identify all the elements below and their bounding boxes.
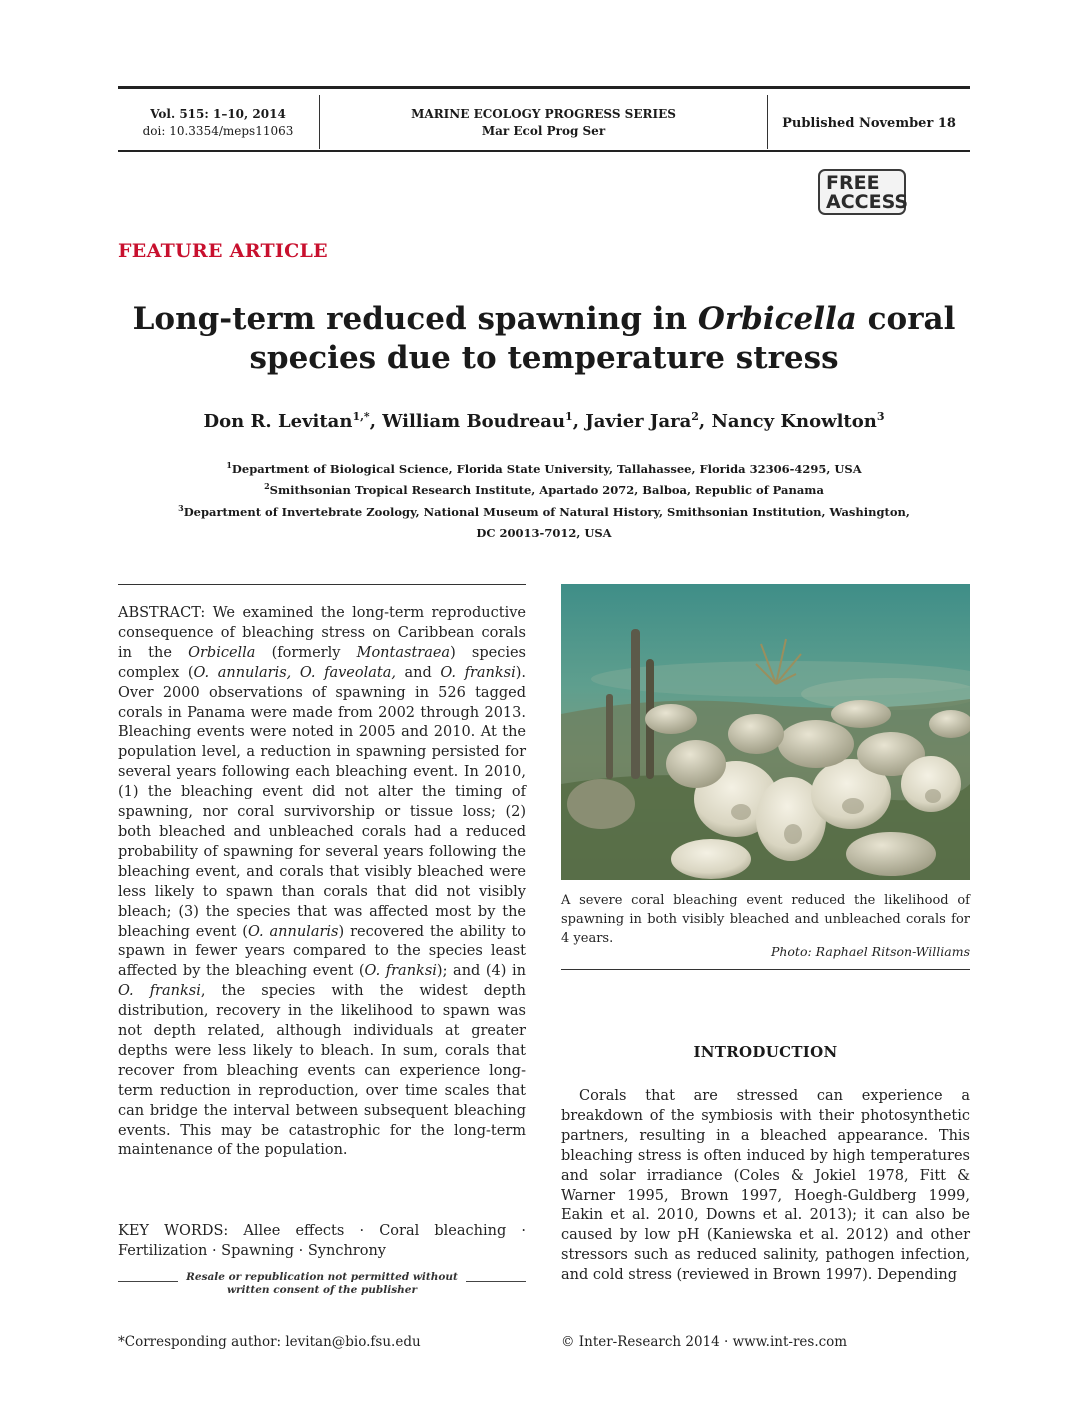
affiliation-1: $^1$Department of Biological Science, Florida State University, Tallahassee, Florida 32306-4295, USA bbox=[226, 460, 862, 476]
volume-info: Vol. 515: 1–10, 2014 bbox=[150, 107, 286, 121]
header-bottom-rule bbox=[118, 150, 970, 152]
resale-rule-right bbox=[466, 1281, 526, 1282]
introduction-heading: INTRODUCTION bbox=[693, 1043, 838, 1061]
badge-line-1: FREE bbox=[826, 172, 880, 194]
author-list: Don R. Levitan$^{1,*}$, William Boudreau$^1$, Javier Jara$^2$, Nancy Knowlton$^3$ bbox=[203, 410, 885, 432]
resale-rule-left bbox=[118, 1281, 178, 1282]
title-line-1: Long-term reduced spawning in Orbicella coral bbox=[132, 301, 956, 337]
doi[interactable]: doi: 10.3354/meps11063 bbox=[142, 124, 294, 138]
header-journal-block bbox=[320, 106, 767, 140]
section-label: FEATURE ARTICLE bbox=[118, 240, 328, 262]
affiliation-2: $^2$Smithsonian Tropical Research Institute, Apartado 2072, Balboa, Republic of Panama bbox=[264, 481, 824, 497]
badge-line-2: ACCESS bbox=[826, 191, 909, 213]
photo-credit: Photo: Raphael Ritson-Williams bbox=[770, 944, 970, 959]
header-top-rule bbox=[118, 86, 970, 89]
journal-abbrev: Mar Ecol Prog Ser bbox=[481, 124, 606, 138]
resale-notice: Resale or republication not permitted without written consent of the publisher bbox=[186, 1271, 458, 1296]
author-name[interactable]: Don R. Levitan bbox=[203, 411, 353, 432]
published-date: Published November 18 bbox=[782, 116, 956, 131]
affiliation-3: $^3$Department of Invertebrate Zoology, National Museum of Natural History, Smithsonian Institution, Washington, DC 20013-7012, USA bbox=[178, 503, 910, 540]
free-access-badge[interactable] bbox=[818, 169, 909, 215]
caption-rule bbox=[561, 969, 970, 970]
photo-caption: A severe coral bleaching event reduced the likelihood of spawning in both visibly bleached and unbleached corals for 4 years. bbox=[561, 893, 970, 946]
introduction-text: Corals that are stressed can experience a breakdown of the symbiosis with their photosynthetic partners, resulting in a bleached appearance. This bleaching stress is often induced by high temperatures and solar irradiance (Coles & Jokiel 1978, Fitt & Warner 1995, Brown 1997, Hoegh-Guldberg 1999, Eakin et al. 2010, Downs et al. 2013); it can also be caused by low pH (Kaniewska et al. 2012) and other stressors such as reduced salinity, pathogen infection, and cold stress (reviewed in Brown 1997). Depending bbox=[561, 1088, 970, 1284]
author-name[interactable]: Javier Jara bbox=[585, 411, 692, 432]
corresponding-author[interactable]: *Corresponding author: levitan@bio.fsu.edu bbox=[118, 1334, 421, 1350]
journal-name: MARINE ECOLOGY PROGRESS SERIES bbox=[411, 107, 676, 121]
author-name[interactable]: Nancy Knowlton bbox=[711, 411, 877, 432]
article-title bbox=[118, 300, 970, 378]
coral-bleaching-photo bbox=[561, 584, 970, 880]
author-name[interactable]: William Boudreau bbox=[382, 411, 566, 432]
abstract: ABSTRACT: We examined the long-term reproductive consequence of bleaching stress on Caribbean corals in the Orbicella (formerly Montastraea) species complex (O. annularis, O. faveolata, and O. franksi). Over 2000 observations of spawning in 526 tagged corals in Panama were made from 2002 through 2013. Bleaching events were noted in 2005 and 2010. At the population level, a reduction in spawning persisted for several years following each bleaching event. In 2010, (1) the bleaching event did not alter the timing of spawning, nor coral survivorship or tissue loss; (2) both bleached and unbleached corals had a reduced probability of spawning for several years following the bleaching event, and corals that visibly bleached were less likely to spawn than corals that did not visibly bleach; (3) the species that was affected most by the bleaching event (O. annularis) recovered the ability to spawn in fewer years compared to the species least affected by the bleaching event (O. franksi); and (4) in O. franksi, the species with the widest depth distribution, recovery in the likelihood to spawn was not depth related, although individuals at greater depths were less likely to bleach. In sum, corals that recover from bleaching events can experience long-term reduction in reproduction, over time scales that can bridge the interval between subsequent bleaching events. This may be catastrophic for the long-term maintenance of the population. bbox=[118, 605, 527, 1159]
header-volume-block bbox=[118, 106, 318, 140]
keywords: KEY WORDS: Allee effects · Coral bleaching · Fertilization · Spawning · Synchrony bbox=[118, 1223, 526, 1259]
abstract-top-rule bbox=[118, 584, 526, 585]
title-line-2: species due to temperature stress bbox=[249, 340, 839, 376]
copyright[interactable]: © Inter-Research 2014 · www.int-res.com bbox=[561, 1334, 848, 1350]
